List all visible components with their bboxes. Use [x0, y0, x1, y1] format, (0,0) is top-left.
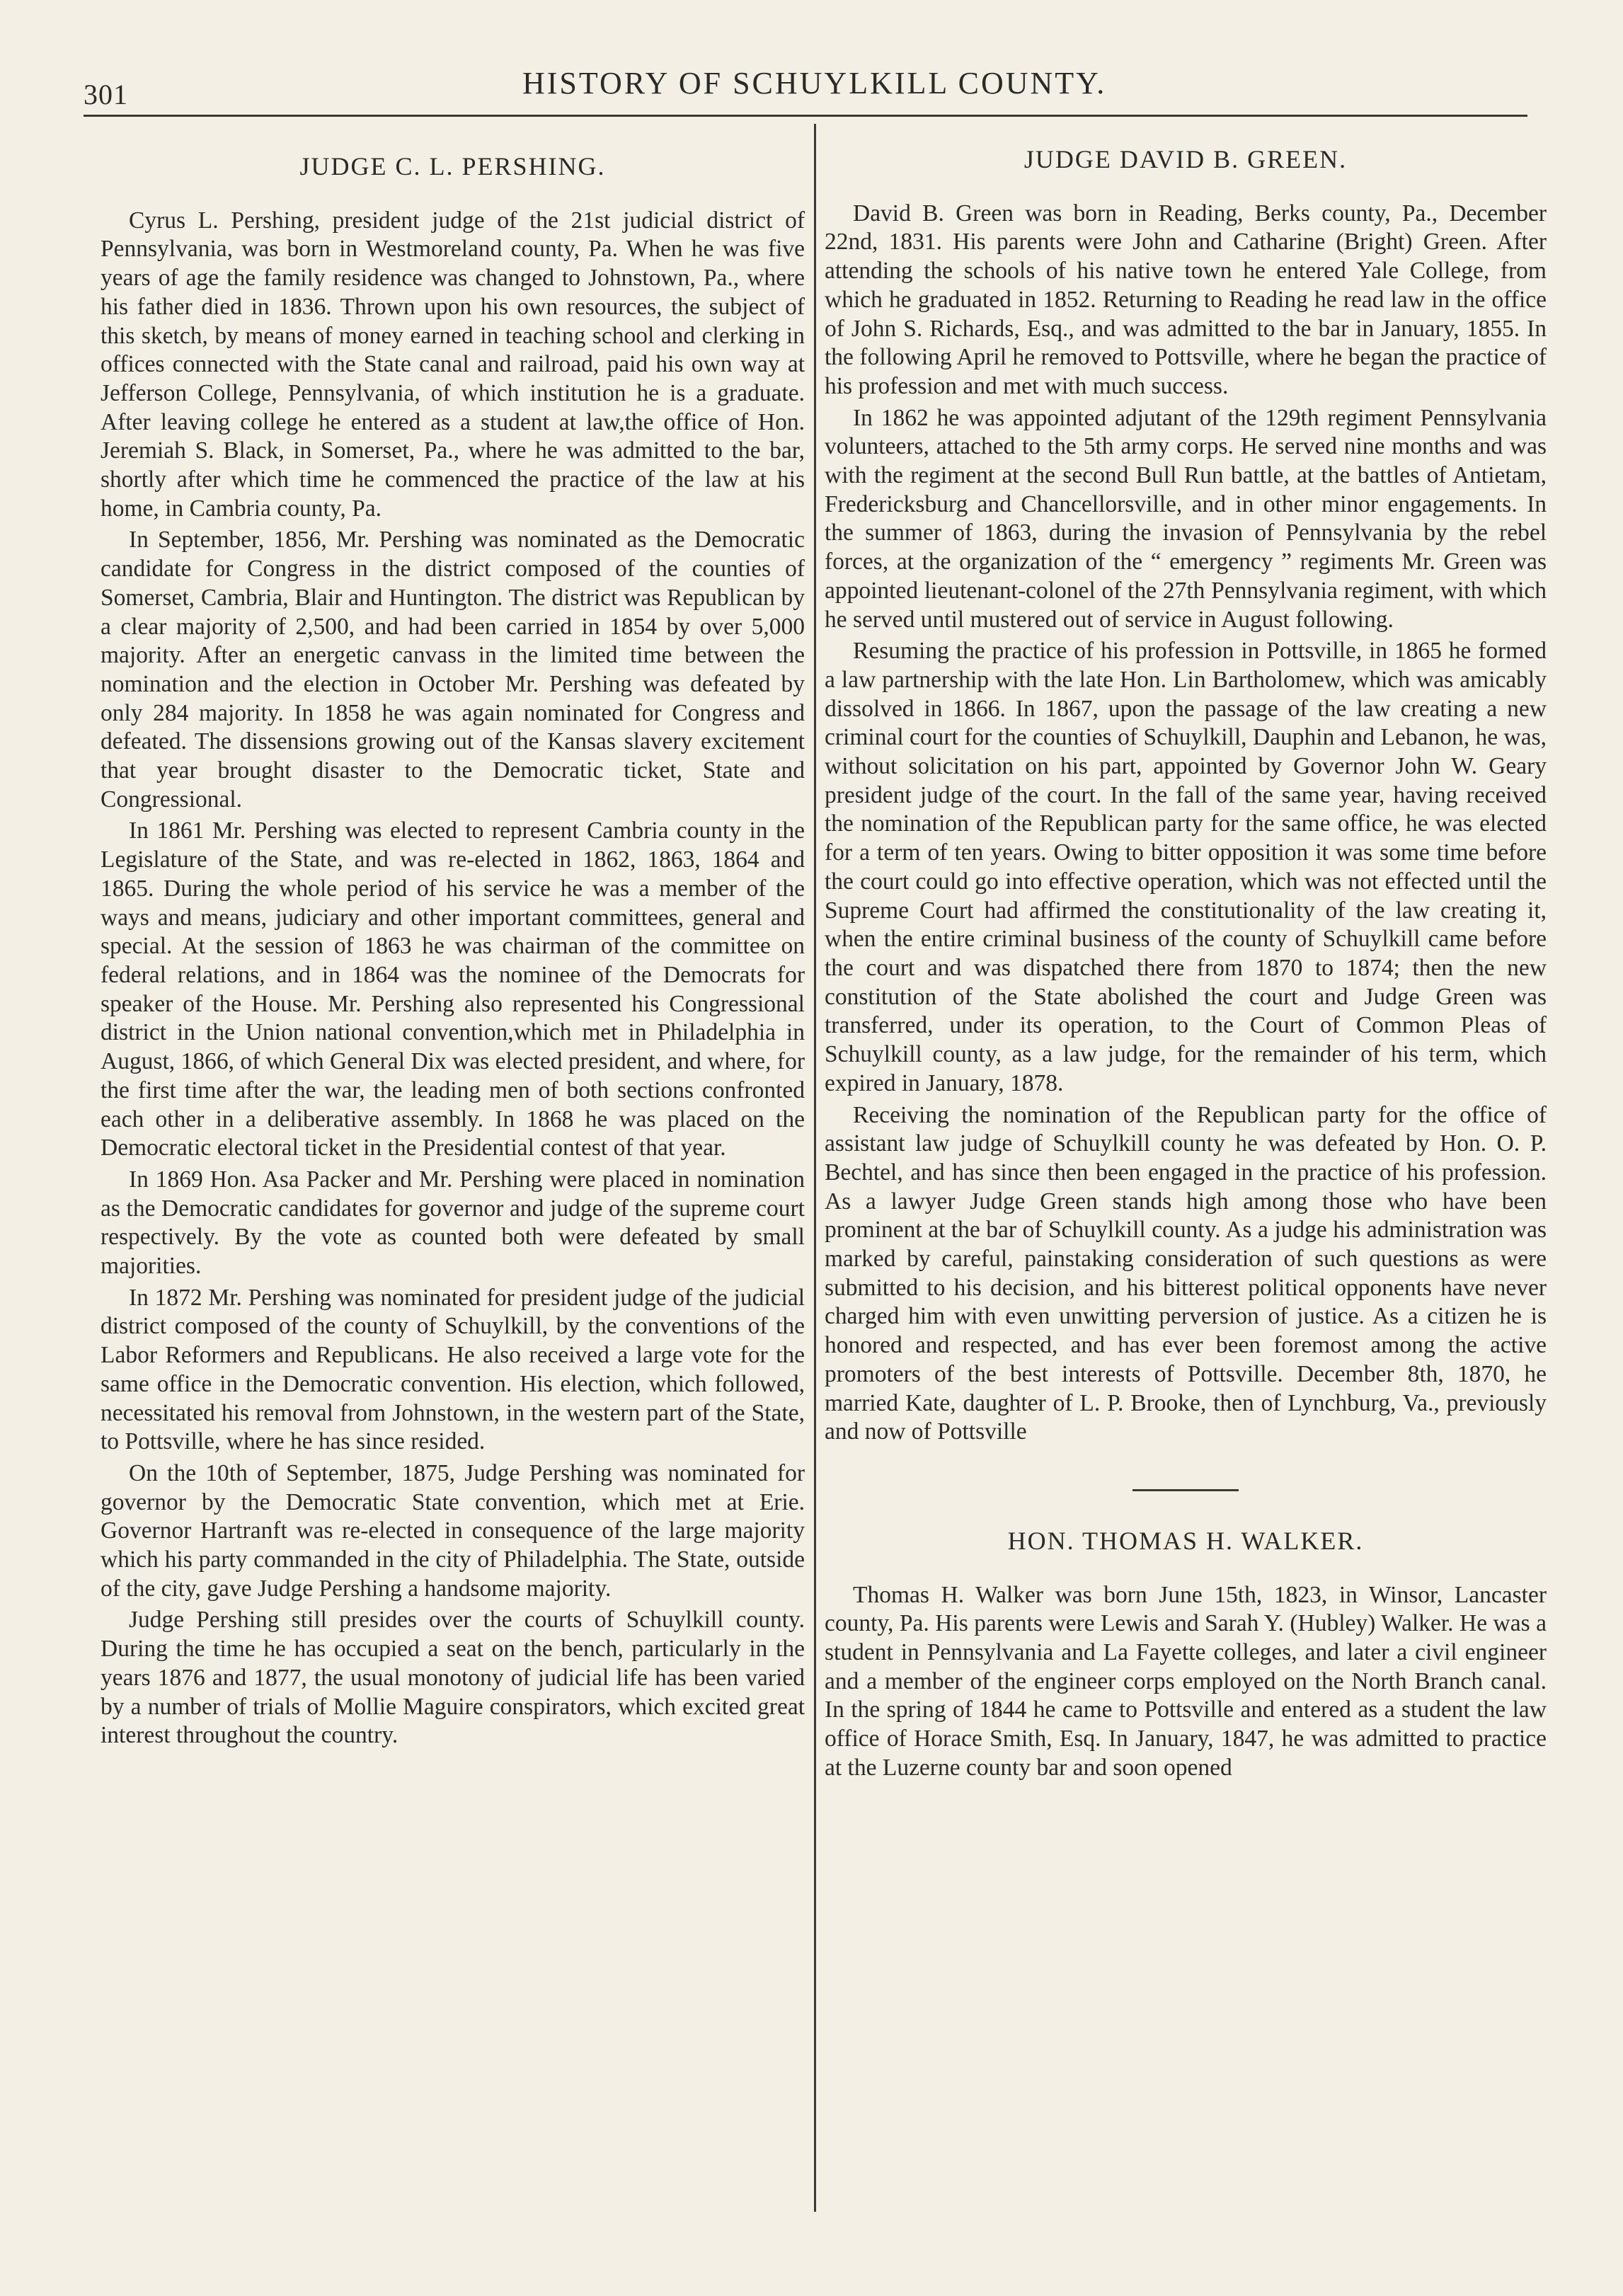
paragraph: Cyrus L. Pershing, president judge of the 21st judicial district of Pennsylvania, was born in Westmoreland county, Pa. When he was five years of age the family residence was changed to Johnstown, Pa., where his father died in 1836. Thrown upon his own resources, the subject of this sketch, by means of money earned in teaching school and clerking in offices connected with the State canal and railroad, paid his own way at Jefferson College, Pennsylvania, of which institution he is a graduate. After leaving college he entered as a student at law,the office of Hon. Jeremiah S. Black, in Somerset, Pa., where he was admitted to the bar, shortly after which time he commenced the practice of the law at his home, in Cambria county, Pa.	[101, 207, 805, 522]
paragraph: Receiving the nomination of the Republican party for the office of assistant law judge of Schuylkill county he was defeated by Hon. O. P. Bechtel, and has since then been engaged in the practice of his profession. As a lawyer Judge Green stands high among those who have been prominent at the bar of Schuylkill county. As a judge his administration was marked by careful, painstaking consideration of such questions as were submitted to his decision, and his bitterest political opponents have never charged him with even unwitting perversion of justice. As a citizen he is honored and respected, and has ever been foremost among the active promoters of the best interests of Pottsville. December 8th, 1870, he married Kate, daughter of L. P. Brooke, then of Lynchburg, Va., previously and now of Pottsville	[825, 1101, 1547, 1445]
paragraph: In 1869 Hon. Asa Packer and Mr. Pershing were placed in nomination as the Democratic candidates for governor and judge of the supreme court respectively. By the vote as counted both were defeated by small majorities.	[101, 1166, 805, 1280]
paragraph: In 1872 Mr. Pershing was nominated for president judge of the judicial district composed of the county of Schuylkill, by the conventions of the Labor Reformers and Republicans. He also received a large vote for the same office in the Democratic convention. His election, which followed, necessitated his removal from Johnstown, in the western part of the State, to Pottsville, where he has since resided.	[101, 1284, 805, 1455]
section-heading-pershing: JUDGE C. L. PERSHING.	[299, 152, 606, 180]
paragraph: On the 10th of September, 1875, Judge Pershing was nominated for governor by the Democratic State convention, which met at Erie. Governor Hartranft was re-elected in consequence of the large majority which his party commanded in the city of Philadelphia. The State, outside of the city, gave Judge Pershing a handsome majority.	[101, 1459, 805, 1602]
page-number: 301	[84, 79, 128, 110]
paragraph: Judge Pershing still presides over the courts of Schuylkill county. During the time he has occupied a seat on the bench, particularly in the years 1876 and 1877, the usual monotony of judicial life has been varied by a number of trials of Mollie Maguire conspirators, which excited great interest throughout the country.	[101, 1607, 805, 1749]
paragraph: Resuming the practice of his profession in Pottsville, in 1865 he formed a law partnership with the late Hon. Lin Bartholomew, which was amicably dissolved in 1866. In 1867, upon the passage of the law creating a new criminal court for the counties of Schuylkill, Dauphin and Lebanon, he was, without solicitation on his part, appointed by Governor John W. Geary president judge of the court. In the fall of the same year, having received the nomination of the Republican party for the same office, he was elected for a term of ten years. Owing to bitter opposition it was some time before the court could go into effective operation, which was not effected until the Supreme Court had affirmed the constitutionality of the law creating it, when the entire criminal business of the county of Schuylkill came before the court and was dispatched there from 1870 to 1874; then the new constitution of the State abolished the court and Judge Green was transferred, under its operation, to the Court of Common Pleas of Schuylkill county, as a law judge, for the remainder of his term, which expired in January, 1878.	[825, 638, 1547, 1096]
section-divider	[1132, 1489, 1239, 1491]
page-header	[84, 65, 1527, 115]
right-column	[825, 138, 1547, 1786]
paragraph: Thomas H. Walker was born June 15th, 1823, in Winsor, Lancaster county, Pa. His parents were Lewis and Sarah Y. (Hubley) Walker. He was a student in Pennsylvania and La Fayette colleges, and later a civil engineer and a member of the engineer corps employed on the North Branch canal. In the spring of 1844 he came to Pottsville and entered as a student the law office of Horace Smith, Esq. In January, 1847, he was admitted to practice at the Luzerne county bar and soon opened	[825, 1581, 1547, 1781]
paragraph: David B. Green was born in Reading, Berks county, Pa., December 22nd, 1831. His parents were John and Catharine (Bright) Green. After attending the schools of his native town he entered Yale College, from which he graduated in 1852. Returning to Reading he read law in the office of John S. Richards, Esq., and was admitted to the bar in January, 1855. In the following April he removed to Pottsville, where he began the practice of his profession and met with much success.	[825, 200, 1547, 399]
column-divider	[814, 124, 816, 2212]
running-title: HISTORY OF SCHUYLKILL COUNTY.	[522, 66, 1107, 101]
section-heading-green: JUDGE DAVID B. GREEN.	[1023, 145, 1348, 173]
header-rule	[84, 115, 1527, 117]
paragraph: In 1861 Mr. Pershing was elected to represent Cambria county in the Legislature of the State, and was re-elected in 1862, 1863, 1864 and 1865. During the whole period of his service he was a member of the ways and means, judiciary and other important committees, general and special. At the session of 1863 he was chairman of the committee on federal relations, and in 1864 was the nominee of the Democrats for speaker of the House. Mr. Pershing also represented his Congressional district in the Union national convention,which met in Philadelphia in August, 1866, of which General Dix was elected president, and where, for the first time after the war, the leading men of both sections confronted each other in a deliberative assembly. In 1868 he was placed on the Democratic electoral ticket in the Presidential contest of that year.	[101, 817, 805, 1161]
paragraph: In 1862 he was appointed adjutant of the 129th regiment Pennsylvania volunteers, attached to the 5th army corps. He served nine months and was with the regiment at the second Bull Run battle, at the battles of Antietam, Fredericksburg and Chancellorsville, and in other minor engagements. In the summer of 1863, during the invasion of Pennsylvania by the rebel forces, at the organization of the “ emergency ” regiments Mr. Green was appointed lieutenant-colonel of the 27th Pennsylvania regiment, with which he served until mustered out of service in August following.	[825, 404, 1547, 633]
section-heading-walker: HON. THOMAS H. WALKER.	[1007, 1526, 1364, 1555]
paragraph: In September, 1856, Mr. Pershing was nominated as the Democratic candidate for Congress in the district composed of the counties of Somerset, Cambria, Blair and Huntington. The district was Republican by a clear majority of 2,500, and had been carried in 1854 by over 5,000 majority. After an energetic canvass in the limited time between the nomination and the election in October Mr. Pershing was defeated by only 284 majority. In 1858 he was again nominated for Congress and defeated. The dissensions growing out of the Kansas slavery excitement that year brought disaster to the Democratic ticket, State and Congressional.	[101, 527, 805, 813]
left-column	[101, 145, 805, 1753]
